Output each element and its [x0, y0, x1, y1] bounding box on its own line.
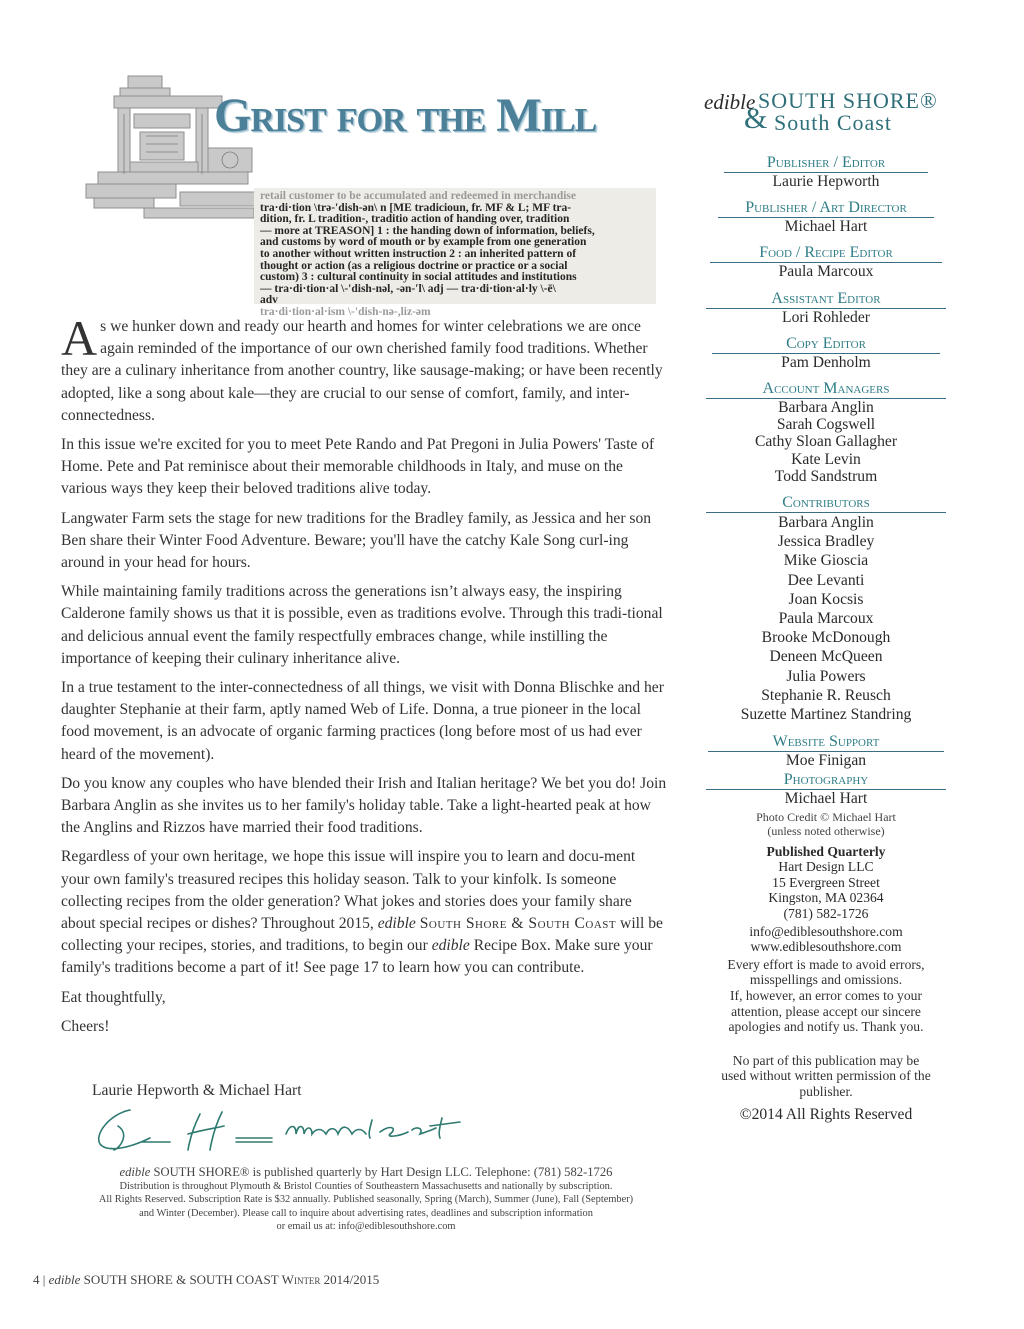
notice-line: All Rights Reserved. Subscription Rate is $32 annually. Published seasonally, Spring (March), Summer (June), Fall (September) — [98, 1194, 634, 1206]
masthead-role: Publisher / Art Director — [718, 199, 934, 218]
published-quarterly: Published Quarterly — [766, 843, 886, 859]
edible-wordmark: edible — [119, 1165, 151, 1179]
photo-note: (unless noted otherwise) — [767, 823, 885, 838]
notice-line: and Winter (December). Please call to inquire about advertising rates, deadlines and subscription information — [139, 1207, 593, 1219]
copyright: ©2014 All Rights Reserved — [739, 1105, 913, 1123]
masthead-name: Brooke McDonough — [761, 629, 891, 647]
letter-text: will be collecting your recipes, stories, and traditions, to begin our — [61, 915, 663, 955]
publisher-website-link[interactable]: www.ediblesouthshore.com — [750, 939, 902, 955]
masthead-name: Moe Finigan — [785, 752, 867, 770]
publisher-info — [706, 844, 946, 955]
letter-paragraph: Do you know any couples who have blended their Irish and Italian heritage? We bet you do! Join Barbara Anglin as she invites us to her family's holiday table. Take a light-hearted peak at how the Anglins and Rizzos have married their food traditions. — [61, 774, 667, 837]
dictionary-line: dition, fr. L tradition-, traditio action of handing over, tradition — [260, 213, 570, 226]
masthead-section — [706, 290, 946, 326]
letter-cheers: Cheers! — [61, 1017, 110, 1035]
brand-south-shore: SOUTH SHORE® — [758, 88, 938, 113]
letter-paragraph: While maintaining family traditions across the generations isn’t always easy, the inspiring Calderone family shows us that it is possible, even as traditions evolve. Through this tradi-tional and delicious annual event the family respectfully embraces change, while instilling the importance of keeping their culinary inheritance alive. — [61, 583, 663, 667]
notice-line: or email us at: info@ediblesouthshore.com — [276, 1221, 456, 1233]
masthead-name: Lori Rohleder — [782, 308, 870, 326]
masthead-section — [706, 494, 946, 724]
letter-paragraph: In this issue we're excited for you to meet Pete Rando and Pat Pregoni in Julia Powers' Taste of Home. Pete and Pat reminisce about their memorable childhoods in Italy, and muse on the various ways they keep their beloved traditions alive today. — [61, 436, 655, 498]
page-folio — [33, 1272, 379, 1288]
letter-closing: Eat thoughtfully, — [61, 988, 166, 1006]
publisher-phone: (781) 582-1726 — [783, 906, 869, 922]
masthead-name: Barbara Anglin — [778, 399, 874, 417]
notice-lead-text: SOUTH SHORE® is published quarterly by Hart Design LLC. Telephone: (781) 582-1726 — [150, 1165, 613, 1179]
letter-paragraph — [61, 846, 667, 979]
masthead-section — [706, 380, 946, 485]
masthead-name: Mike Gioscia — [783, 552, 869, 570]
masthead-name: Paula Marcoux — [778, 610, 874, 628]
letter-paragraph: Langwater Farm sets the stage for new traditions for the Bradley family, as Jessica and her son Ben share their Winter Food Adventure. Beware; you'll have the catchy Kale Song curl-ing around in your head for hours. — [61, 509, 652, 572]
masthead-staff-list — [706, 154, 946, 1123]
dictionary-line: — tra·di·tion·al \-'dish-nəl, -ən-ʹl\ adj — tra·di·tion·al·ly \-ē\ — [260, 282, 556, 295]
masthead-name: Sarah Cogswell — [776, 416, 876, 434]
masthead-name: Stephanie R. Reusch — [761, 686, 891, 704]
brand-edible: edible — [704, 90, 756, 114]
dictionary-line: and customs by word of mouth or by example from one generation — [260, 236, 587, 249]
dictionary-line: adv — [260, 294, 278, 307]
publication-notice — [56, 1164, 676, 1234]
letter-text: Recipe Box. Make sure your family's traditions become a part of it! See page 17 to learn how you can contribute. — [61, 937, 653, 977]
masthead-role: Account Managers — [706, 380, 946, 399]
brand-ampersand: & — [744, 102, 768, 135]
edible-brand-logo — [700, 86, 960, 140]
folio-title: SOUTH SHORE & SOUTH COAST — [83, 1272, 279, 1287]
masthead-name: Julia Powers — [786, 667, 866, 685]
masthead-section — [706, 335, 946, 371]
masthead-name: Jessica Bradley — [777, 533, 875, 551]
letter-paragraph-text: s we hunker down and ready our hearth and homes for winter celebrations we are once again reminded of the importance of our own cherished family food traditions. Whether they are a culinary inheritance from another country, like sausage-making; or have been recently adopted, like a song about kale—they are crucial to our sense of comfort, family, and inter-connectedness. — [61, 318, 663, 424]
masthead-name: Michael Hart — [784, 790, 868, 808]
folio-issue: Winter 2014/2015 — [281, 1272, 380, 1287]
rights-notice: No part of this publication may be used without written permission of the publisher. — [721, 1052, 931, 1099]
page-title: Grist for the Mill — [214, 89, 597, 142]
masthead-role: Assistant Editor — [706, 290, 946, 309]
masthead-name: Suzette Martinez Standring — [740, 706, 912, 724]
masthead-role: Contributors — [706, 494, 946, 513]
dictionary-line: thought or action (as a religious doctrine or practice or a social — [260, 259, 568, 272]
letter-text: Regardless of your own heritage, we hope this issue will inspire you to learn and docu-ment your own family's treasured recipes this holiday season. Talk to your kinfolk. Is someone collecting recipes from the older generation? What jokes and stories does your family share about special recipes or dishes? Throughout 2015, — [61, 848, 636, 933]
notice-lead — [56, 1164, 676, 1180]
publication-name: South Shore & South Coast — [419, 915, 617, 933]
handwritten-signature — [90, 1104, 470, 1156]
masthead-name: Laurie Hepworth — [772, 173, 880, 190]
page-number: 4 | — [33, 1272, 46, 1287]
masthead-name: Paula Marcoux — [778, 263, 874, 281]
publisher-company: Hart Design LLC — [778, 859, 874, 875]
masthead-role: Copy Editor — [712, 335, 940, 354]
disclaimer: Every effort is made to avoid errors, misspellings and omissions. — [727, 956, 925, 988]
publisher-street: 15 Evergreen Street — [772, 874, 880, 890]
masthead-name: Todd Sandstrum — [774, 467, 878, 485]
photo-credit: Photo Credit © Michael Hart — [756, 809, 896, 824]
masthead-name: Joan Kocsis — [788, 590, 864, 608]
letter-paragraph: In a true testament to the inter-connectedness of all things, we visit with Donna Blischke and her daughter Stephanie at their farm, aptly named Web of Life. Donna, a true pioneer in the local food movement, is an advocate of organic farming practices (long before most of us had ever heard of the movement). — [61, 679, 664, 763]
dictionary-line: retail customer to be accumulated and redeemed in merchandise — [260, 190, 577, 202]
masthead-section — [706, 771, 946, 807]
masthead-name: Kate Levin — [791, 450, 861, 468]
signer-names: Laurie Hepworth & Michael Hart — [92, 1082, 302, 1099]
masthead-name: Pam Denholm — [781, 353, 871, 371]
masthead-section — [706, 244, 946, 280]
publisher-city: Kingston, MA 02364 — [768, 890, 884, 906]
dictionary-line: — more at TREASON] 1 : the handing down of information, beliefs, — [260, 224, 595, 237]
masthead-name: Michael Hart — [784, 218, 868, 236]
masthead-role: Website Support — [708, 733, 944, 752]
masthead-name: Deneen McQueen — [769, 648, 883, 666]
disclaimer: If, however, an error comes to your attention, please accept our sincere apologies and notify us. Thank you. — [728, 988, 924, 1035]
publisher-email-link[interactable]: info@ediblesouthshore.com — [749, 923, 903, 939]
dictionary-line: tra·di·tion·al·ism \-'dish-nə-,liz-əm — [260, 305, 431, 318]
edible-wordmark: edible — [48, 1272, 81, 1287]
masthead-name: Cathy Sloan Gallagher — [754, 433, 898, 451]
masthead-name: Dee Levanti — [787, 571, 865, 589]
edible-wordmark: edible — [377, 915, 416, 933]
edible-wordmark: edible — [431, 937, 470, 955]
notice-line: Distribution is throughout Plymouth & Bristol Counties of Southeastern Massachusetts and nationally by subscription. — [119, 1181, 613, 1192]
dictionary-clipping — [254, 188, 656, 318]
dictionary-line: to another without written instruction 2 : an inherited pattern of — [260, 247, 577, 260]
dictionary-line: custom) 3 : cultural continuity in social attitudes and institutions — [260, 271, 577, 284]
brand-south-coast: South Coast — [774, 110, 892, 135]
masthead-section — [706, 154, 946, 190]
masthead-name: Barbara Anglin — [778, 514, 874, 532]
masthead-section — [706, 199, 946, 235]
dictionary-line: tra·di·tion \trə-'dish-ən\ n [ME tradicioun, fr. MF & L; MF tra- — [260, 201, 572, 214]
masthead-section — [706, 733, 946, 769]
masthead-role: Publisher / Editor — [724, 154, 928, 173]
masthead-role: Food / Recipe Editor — [710, 244, 942, 263]
masthead-role: Photography — [706, 771, 946, 790]
drop-cap: A — [61, 310, 98, 366]
